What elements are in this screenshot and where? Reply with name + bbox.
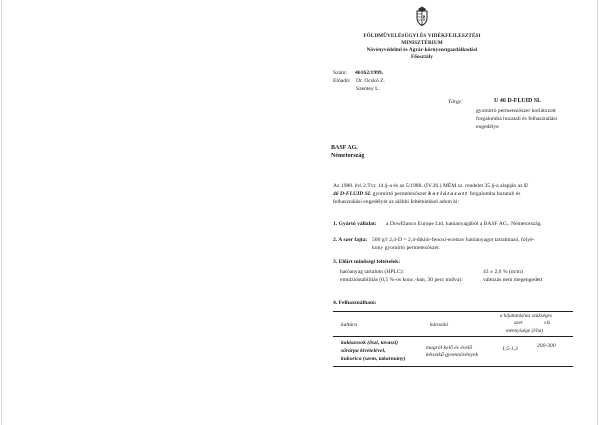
body-line-2 xyxy=(333,191,520,197)
body-line-1-text: Az 1988. évi 2.Tvr. 14.§-a és az 5/1988. (IV.26.) MÉM sz. rendelet 35.§-a alapján az xyxy=(333,183,523,189)
body-line-3: felhasználási engedélyét az alábbi feltételekkel adom ki: xyxy=(333,199,460,205)
table-cell-karosito-1: magról kelő és évelő xyxy=(426,345,473,351)
body-line-1 xyxy=(333,183,528,189)
section-2-label: 2. A szer fajta: xyxy=(333,237,368,243)
table-header-dose-top: a kijuttatáshoz szükséges xyxy=(500,313,552,319)
handler-label: Előadó: xyxy=(333,78,351,84)
section-2-text-2: kony gyomirtó permetezőszer. xyxy=(372,245,440,251)
section-2-text-1: 500 g/l 2,4-D = 2,4-diklór-fenoxi-ecetsav hatóanyagot tartalmazó, folyé- xyxy=(372,237,535,243)
subject-line-3: engedélye xyxy=(476,124,499,130)
table-header-mennyiseg: mennyisége (l/ha) xyxy=(506,328,544,334)
table-header-kultura: kultúra xyxy=(341,322,358,328)
section-3-label: 3. Előírt minőségi feltételek: xyxy=(333,259,401,265)
ref-number-label: Szám: xyxy=(333,70,347,76)
body-line-2-restricted: korlátozott xyxy=(428,191,469,197)
table-cell-szer: 1,5-1,3 xyxy=(502,346,518,352)
subject-line-2: forgalomba hozatali és felhasználási xyxy=(476,116,558,122)
scan-left-edge xyxy=(1,0,2,425)
table-header-viz: víz xyxy=(544,320,551,326)
addressee-country: Németország xyxy=(331,153,365,159)
ministry-label: MINISZTÉRIUM xyxy=(401,40,443,46)
coat-of-arms-icon xyxy=(414,6,430,26)
table-cell-viz: 200-300 xyxy=(537,343,556,349)
table-cell-karosito-2: kétszikű gyomnövények xyxy=(426,352,479,358)
body-line-2-text: gyomirtó permetezőszer xyxy=(372,191,427,197)
scan-right-edge xyxy=(597,0,598,425)
body-line-2-tail: forgalomba hozatali és xyxy=(469,191,521,197)
section-1-label: 1. Gyártó vállalat: xyxy=(333,221,377,227)
subject-line-1: gyomirtó permetezőszer korlátozott xyxy=(476,108,556,114)
ref-number-value: 46162/1999. xyxy=(355,70,384,76)
table-cell-kultura-1: kalászosok (őszi, tavaszi) xyxy=(341,340,399,346)
subject-label: Tárgy: xyxy=(448,99,464,105)
section-3-row-2-value: változás nem megengedett xyxy=(483,277,543,283)
table-header-rule xyxy=(333,336,573,337)
addressee-name: BASF AG. xyxy=(331,145,358,151)
department-sub: Főosztály xyxy=(411,54,433,60)
body-line-2-product: 46 D-FLUID SL xyxy=(333,191,372,197)
department-name: Növényvédelmi és Agrár-környezetgazdálkodási xyxy=(366,47,478,53)
section-3-row-1-label: hatóanyag tartalom (HPLC): xyxy=(340,269,405,275)
body-line-1-product: U xyxy=(523,183,529,189)
section-3-row-2-label: emulzióstabilitás (0,5 %-os konc.-ban, 30 perc múlva): xyxy=(340,277,463,283)
handler-name-1: Dr. Ocskó Z. xyxy=(356,78,385,84)
section-1-text: a DowElanco Europe Ltd. hatóanyagából a BASF AG., Németország. xyxy=(386,221,542,227)
table-cell-kultura-2: sörárpa kivételével, xyxy=(341,348,386,354)
handler-name-2: Szentey L. xyxy=(356,86,380,92)
ministry-name: FÖLDMŰVELÉSÜGYI ÉS VIDÉKFEJLESZTÉSI xyxy=(363,33,481,39)
subject-product: U 46 D-FLUID SL xyxy=(494,98,542,104)
section-3-row-1-value: 43 ± 2,0 % (m/m) xyxy=(483,269,523,275)
table-top-rule xyxy=(333,311,573,312)
table-header-karosito: károsító xyxy=(430,322,449,328)
table-cell-kultura-3: kukorica (szem, takarmány) xyxy=(341,356,406,362)
table-header-szer: szer xyxy=(514,320,524,326)
table-bottom-rule xyxy=(333,366,573,367)
section-4-label: 4. Felhasználható: xyxy=(333,300,377,306)
